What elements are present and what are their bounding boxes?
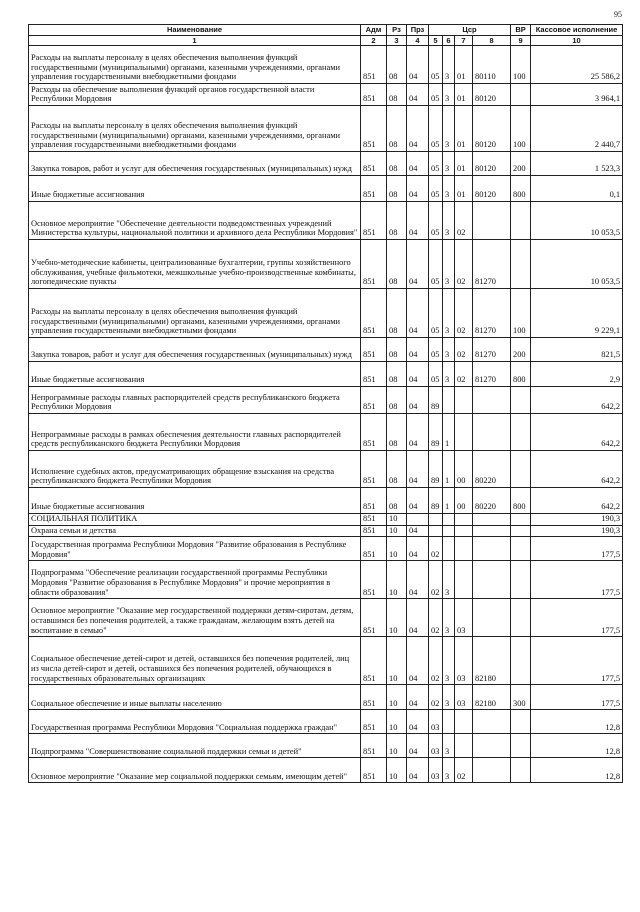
row-rz: 10	[387, 637, 407, 685]
row-csr-subprogram: 3	[443, 152, 455, 176]
header-rz: Рз	[387, 25, 407, 36]
row-csr-program: 05	[429, 338, 443, 362]
row-csr-program: 05	[429, 106, 443, 152]
row-csr-program: 05	[429, 362, 443, 387]
row-csr-subprogram: 3	[443, 84, 455, 106]
row-adm: 851	[361, 637, 387, 685]
row-adm: 851	[361, 202, 387, 240]
row-csr-subprogram: 3	[443, 46, 455, 84]
row-adm: 851	[361, 525, 387, 537]
row-vr: 100	[511, 46, 531, 84]
row-prz: 04	[407, 685, 429, 710]
row-csr-program: 05	[429, 46, 443, 84]
row-csr-event: 01	[455, 152, 473, 176]
row-rz: 10	[387, 599, 407, 637]
row-adm: 851	[361, 488, 387, 514]
row-prz: 04	[407, 176, 429, 202]
table-row	[29, 240, 623, 289]
row-vr	[511, 734, 531, 758]
row-name: Охрана семьи и детства	[29, 525, 361, 537]
column-number: 9	[511, 36, 531, 46]
header-name: Наименование	[29, 25, 361, 36]
row-rz: 10	[387, 525, 407, 537]
row-vr	[511, 758, 531, 783]
row-vr	[511, 387, 531, 414]
row-rz: 08	[387, 362, 407, 387]
table-row	[29, 387, 623, 414]
row-prz: 04	[407, 525, 429, 537]
column-number: 2	[361, 36, 387, 46]
row-csr-direction: 80220	[473, 488, 511, 514]
row-csr-subprogram: 3	[443, 202, 455, 240]
row-rz: 08	[387, 451, 407, 488]
page-number: 95	[614, 10, 622, 19]
row-csr-subprogram: 1	[443, 451, 455, 488]
row-prz: 04	[407, 46, 429, 84]
row-csr-program: 89	[429, 387, 443, 414]
row-vr	[511, 561, 531, 599]
row-csr-event: 00	[455, 488, 473, 514]
row-vr	[511, 84, 531, 106]
row-csr-event	[455, 537, 473, 561]
row-csr-direction	[473, 734, 511, 758]
row-csr-direction	[473, 710, 511, 734]
row-csr-direction: 80220	[473, 451, 511, 488]
row-csr-program: 05	[429, 84, 443, 106]
row-name: Расходы на выплаты персоналу в целях обеспечения выполнения функций государственными (муниципальными) органами, казенными учреждениями, органами управления государственными внебюджетными фондами	[29, 106, 361, 152]
row-rz: 10	[387, 514, 407, 526]
row-csr-subprogram: 1	[443, 414, 455, 451]
row-csr-subprogram: 3	[443, 289, 455, 338]
column-number: 10	[531, 36, 623, 46]
row-vr	[511, 525, 531, 537]
row-csr-event: 01	[455, 46, 473, 84]
row-adm: 851	[361, 46, 387, 84]
row-amount: 821,5	[531, 338, 623, 362]
row-csr-direction: 80120	[473, 84, 511, 106]
row-csr-direction: 82180	[473, 637, 511, 685]
row-prz: 04	[407, 202, 429, 240]
row-csr-event: 01	[455, 176, 473, 202]
row-rz: 08	[387, 414, 407, 451]
header-adm: Адм	[361, 25, 387, 36]
row-adm: 851	[361, 152, 387, 176]
row-name: Государственная программа Республики Мордовия "Социальная поддержка граждан"	[29, 710, 361, 734]
row-csr-direction: 80120	[473, 106, 511, 152]
row-name: Государственная программа Республики Мордовия "Развитие образования в Республике Мордовия"	[29, 537, 361, 561]
row-csr-program: 05	[429, 202, 443, 240]
row-csr-direction: 81270	[473, 338, 511, 362]
row-amount: 2,9	[531, 362, 623, 387]
row-amount: 177,5	[531, 637, 623, 685]
row-adm: 851	[361, 451, 387, 488]
row-rz: 08	[387, 488, 407, 514]
row-csr-direction	[473, 387, 511, 414]
row-prz: 04	[407, 451, 429, 488]
row-name: Непрограммные расходы в рамках обеспечения деятельности главных распорядителей средств республиканского бюджета Республики Мордовия	[29, 414, 361, 451]
row-rz: 08	[387, 289, 407, 338]
row-vr	[511, 451, 531, 488]
row-prz: 04	[407, 758, 429, 783]
row-csr-program: 02	[429, 637, 443, 685]
row-name: Расходы на обеспечение выполнения функций органов государственной власти Республики Мордовия	[29, 84, 361, 106]
row-rz: 08	[387, 202, 407, 240]
row-csr-direction	[473, 202, 511, 240]
row-prz: 04	[407, 537, 429, 561]
row-csr-subprogram: 3	[443, 561, 455, 599]
row-amount: 642,2	[531, 414, 623, 451]
table-row	[29, 289, 623, 338]
row-prz: 04	[407, 488, 429, 514]
row-prz: 04	[407, 637, 429, 685]
row-csr-program: 05	[429, 289, 443, 338]
row-csr-event: 01	[455, 106, 473, 152]
row-csr-direction: 81270	[473, 289, 511, 338]
row-amount: 177,5	[531, 599, 623, 637]
row-rz: 08	[387, 338, 407, 362]
row-rz: 10	[387, 758, 407, 783]
row-adm: 851	[361, 176, 387, 202]
row-vr	[511, 710, 531, 734]
table-row	[29, 451, 623, 488]
row-adm: 851	[361, 362, 387, 387]
row-vr	[511, 240, 531, 289]
row-amount: 177,5	[531, 685, 623, 710]
row-csr-event	[455, 514, 473, 526]
row-rz: 08	[387, 240, 407, 289]
row-adm: 851	[361, 338, 387, 362]
row-csr-subprogram: 3	[443, 106, 455, 152]
row-amount: 642,2	[531, 387, 623, 414]
table-row	[29, 734, 623, 758]
table-row	[29, 488, 623, 514]
header-amount: Кассовое исполнение	[531, 25, 623, 36]
row-csr-event: 03	[455, 685, 473, 710]
row-csr-direction	[473, 537, 511, 561]
row-csr-direction	[473, 599, 511, 637]
header-vr: ВР	[511, 25, 531, 36]
row-amount: 10 053,5	[531, 240, 623, 289]
table-row	[29, 710, 623, 734]
row-csr-subprogram: 3	[443, 362, 455, 387]
row-csr-direction: 80110	[473, 46, 511, 84]
budget-table	[28, 24, 623, 783]
row-csr-program: 89	[429, 451, 443, 488]
row-vr: 300	[511, 685, 531, 710]
row-vr	[511, 637, 531, 685]
row-adm: 851	[361, 710, 387, 734]
row-vr	[511, 202, 531, 240]
row-name: Социальное обеспечение детей-сирот и детей, оставшихся без попечения родителей, лиц из числа детей-сирот и детей, оставшихся без попечения родителей, обучающихся в государственных образовательных организациях	[29, 637, 361, 685]
row-csr-program: 05	[429, 152, 443, 176]
row-csr-subprogram	[443, 514, 455, 526]
row-csr-event: 02	[455, 362, 473, 387]
row-amount: 1 523,3	[531, 152, 623, 176]
row-vr	[511, 414, 531, 451]
row-csr-subprogram: 3	[443, 338, 455, 362]
row-csr-subprogram: 3	[443, 734, 455, 758]
row-name: Закупка товаров, работ и услуг для обеспечения государственных (муниципальных) нужд	[29, 152, 361, 176]
row-csr-direction: 81270	[473, 362, 511, 387]
row-csr-event: 02	[455, 338, 473, 362]
column-number: 6	[443, 36, 455, 46]
row-adm: 851	[361, 734, 387, 758]
row-csr-program	[429, 525, 443, 537]
row-amount: 2 440,7	[531, 106, 623, 152]
row-vr: 800	[511, 362, 531, 387]
row-csr-subprogram: 3	[443, 758, 455, 783]
table-row	[29, 537, 623, 561]
row-prz: 04	[407, 414, 429, 451]
row-csr-program: 02	[429, 561, 443, 599]
table-row	[29, 414, 623, 451]
row-csr-subprogram	[443, 525, 455, 537]
row-adm: 851	[361, 289, 387, 338]
row-rz: 10	[387, 710, 407, 734]
row-csr-direction: 80120	[473, 176, 511, 202]
row-csr-program: 02	[429, 599, 443, 637]
row-rz: 10	[387, 685, 407, 710]
row-name: Основное мероприятие "Оказание мер государственной поддержки детям-сиротам, детям, оставшимся без попечения родителей, а также гражданам, желающим взять детей на воспитание в семью"	[29, 599, 361, 637]
table-row	[29, 84, 623, 106]
row-name: Подпрограмма "Обеспечение реализации государственной программы Республики Мордовия "Развитие образования в Республике Мордовия" и прочие мероприятия в области образования"	[29, 561, 361, 599]
row-name: Расходы на выплаты персоналу в целях обеспечения выполнения функций государственными (муниципальными) органами, казенными учреждениями, органами управления государственными внебюджетными фондами	[29, 289, 361, 338]
row-vr: 200	[511, 338, 531, 362]
row-csr-direction: 81270	[473, 240, 511, 289]
row-csr-subprogram	[443, 537, 455, 561]
row-csr-event	[455, 387, 473, 414]
row-adm: 851	[361, 685, 387, 710]
header-prz: Прз	[407, 25, 429, 36]
row-amount: 642,2	[531, 451, 623, 488]
column-number: 7	[455, 36, 473, 46]
column-number-row	[29, 36, 623, 46]
row-adm: 851	[361, 106, 387, 152]
row-csr-direction	[473, 758, 511, 783]
row-rz: 08	[387, 176, 407, 202]
budget-sheet	[28, 24, 622, 783]
row-amount: 190,3	[531, 525, 623, 537]
row-adm: 851	[361, 240, 387, 289]
row-csr-subprogram: 3	[443, 637, 455, 685]
table-row	[29, 152, 623, 176]
column-number: 1	[29, 36, 361, 46]
table-row	[29, 202, 623, 240]
row-csr-subprogram: 1	[443, 488, 455, 514]
row-csr-program: 03	[429, 710, 443, 734]
row-csr-subprogram: 3	[443, 685, 455, 710]
row-adm: 851	[361, 387, 387, 414]
header-row	[29, 25, 623, 36]
table-row	[29, 46, 623, 84]
row-prz	[407, 514, 429, 526]
table-row	[29, 525, 623, 537]
row-csr-direction: 82180	[473, 685, 511, 710]
row-prz: 04	[407, 387, 429, 414]
row-csr-subprogram	[443, 387, 455, 414]
column-number: 8	[473, 36, 511, 46]
row-csr-event: 02	[455, 202, 473, 240]
row-prz: 04	[407, 710, 429, 734]
row-amount: 3 964,1	[531, 84, 623, 106]
row-name: Иные бюджетные ассигнования	[29, 362, 361, 387]
row-csr-program: 05	[429, 176, 443, 202]
row-csr-program: 02	[429, 537, 443, 561]
row-name: СОЦИАЛЬНАЯ ПОЛИТИКА	[29, 514, 361, 526]
row-adm: 851	[361, 514, 387, 526]
row-csr-subprogram	[443, 710, 455, 734]
row-adm: 851	[361, 537, 387, 561]
row-csr-program: 03	[429, 758, 443, 783]
row-rz: 08	[387, 387, 407, 414]
row-csr-program: 02	[429, 685, 443, 710]
table-row	[29, 599, 623, 637]
row-name: Исполнение судебных актов, предусматривающих обращение взыскания на средства республиканского бюджета Республики Мордовия	[29, 451, 361, 488]
row-csr-event	[455, 561, 473, 599]
row-csr-event	[455, 734, 473, 758]
row-name: Непрограммные расходы главных распорядителей средств республиканского бюджета Республики Мордовия	[29, 387, 361, 414]
row-amount: 0,1	[531, 176, 623, 202]
row-name: Иные бюджетные ассигнования	[29, 488, 361, 514]
table-row	[29, 685, 623, 710]
table-row	[29, 106, 623, 152]
row-prz: 04	[407, 106, 429, 152]
row-csr-subprogram: 3	[443, 240, 455, 289]
row-prz: 04	[407, 561, 429, 599]
row-rz: 08	[387, 152, 407, 176]
row-prz: 04	[407, 240, 429, 289]
row-rz: 10	[387, 561, 407, 599]
row-amount: 642,2	[531, 488, 623, 514]
row-name: Подпрограмма "Совершенствование социальной поддержки семьи и детей"	[29, 734, 361, 758]
row-prz: 04	[407, 599, 429, 637]
row-amount: 177,5	[531, 537, 623, 561]
row-rz: 10	[387, 734, 407, 758]
row-prz: 04	[407, 152, 429, 176]
row-amount: 177,5	[531, 561, 623, 599]
row-amount: 12,8	[531, 710, 623, 734]
row-prz: 04	[407, 338, 429, 362]
row-csr-program: 03	[429, 734, 443, 758]
table-row	[29, 176, 623, 202]
row-name: Расходы на выплаты персоналу в целях обеспечения выполнения функций государственными (муниципальными) органами, казенными учреждениями, органами управления государственными внебюджетными фондами	[29, 46, 361, 84]
row-csr-event: 03	[455, 637, 473, 685]
row-csr-direction	[473, 561, 511, 599]
header-tsr: Цср	[429, 25, 511, 36]
row-vr	[511, 537, 531, 561]
row-name: Основное мероприятие "Обеспечение деятельности подведомственных учреждений Министерства культуры, национальной политики и архивного дела Республики Мордовия"	[29, 202, 361, 240]
row-vr: 200	[511, 152, 531, 176]
table-row	[29, 514, 623, 526]
row-rz: 10	[387, 537, 407, 561]
row-vr: 800	[511, 488, 531, 514]
row-name: Закупка товаров, работ и услуг для обеспечения государственных (муниципальных) нужд	[29, 338, 361, 362]
row-csr-event: 02	[455, 289, 473, 338]
row-prz: 04	[407, 289, 429, 338]
row-amount: 25 586,2	[531, 46, 623, 84]
row-csr-event	[455, 525, 473, 537]
row-name: Учебно-методические кабинеты, централизованные бухгалтерии, группы хозяйственного обслуживания, учебные фильмотеки, межшкольные учебно-производственные комбинаты, логопедические пункты	[29, 240, 361, 289]
row-prz: 04	[407, 734, 429, 758]
row-name: Иные бюджетные ассигнования	[29, 176, 361, 202]
row-amount: 12,8	[531, 758, 623, 783]
row-vr	[511, 599, 531, 637]
row-rz: 08	[387, 84, 407, 106]
row-amount: 9 229,1	[531, 289, 623, 338]
row-csr-program: 89	[429, 488, 443, 514]
row-vr	[511, 514, 531, 526]
row-adm: 851	[361, 599, 387, 637]
table-row	[29, 637, 623, 685]
column-number: 3	[387, 36, 407, 46]
row-csr-program: 05	[429, 240, 443, 289]
row-csr-event: 02	[455, 758, 473, 783]
column-number: 5	[429, 36, 443, 46]
row-csr-program	[429, 514, 443, 526]
row-vr: 100	[511, 289, 531, 338]
row-rz: 08	[387, 106, 407, 152]
row-csr-event: 03	[455, 599, 473, 637]
row-prz: 04	[407, 84, 429, 106]
row-csr-direction	[473, 525, 511, 537]
row-amount: 10 053,5	[531, 202, 623, 240]
table-row	[29, 561, 623, 599]
table-row	[29, 758, 623, 783]
row-csr-subprogram: 3	[443, 599, 455, 637]
row-csr-event: 02	[455, 240, 473, 289]
row-adm: 851	[361, 84, 387, 106]
row-csr-direction	[473, 514, 511, 526]
row-csr-subprogram: 3	[443, 176, 455, 202]
row-adm: 851	[361, 758, 387, 783]
column-number: 4	[407, 36, 429, 46]
table-row	[29, 338, 623, 362]
row-amount: 190,3	[531, 514, 623, 526]
row-name: Основное мероприятие "Оказание мер социальной поддержки семьям, имеющим детей"	[29, 758, 361, 783]
row-amount: 12,8	[531, 734, 623, 758]
table-row	[29, 362, 623, 387]
row-vr: 100	[511, 106, 531, 152]
row-name: Социальное обеспечение и иные выплаты населению	[29, 685, 361, 710]
row-csr-event	[455, 710, 473, 734]
row-csr-program: 89	[429, 414, 443, 451]
row-prz: 04	[407, 362, 429, 387]
row-csr-event: 00	[455, 451, 473, 488]
row-vr: 800	[511, 176, 531, 202]
row-csr-direction: 80120	[473, 152, 511, 176]
row-csr-event: 01	[455, 84, 473, 106]
row-adm: 851	[361, 414, 387, 451]
row-adm: 851	[361, 561, 387, 599]
row-rz: 08	[387, 46, 407, 84]
row-csr-event	[455, 414, 473, 451]
row-csr-direction	[473, 414, 511, 451]
